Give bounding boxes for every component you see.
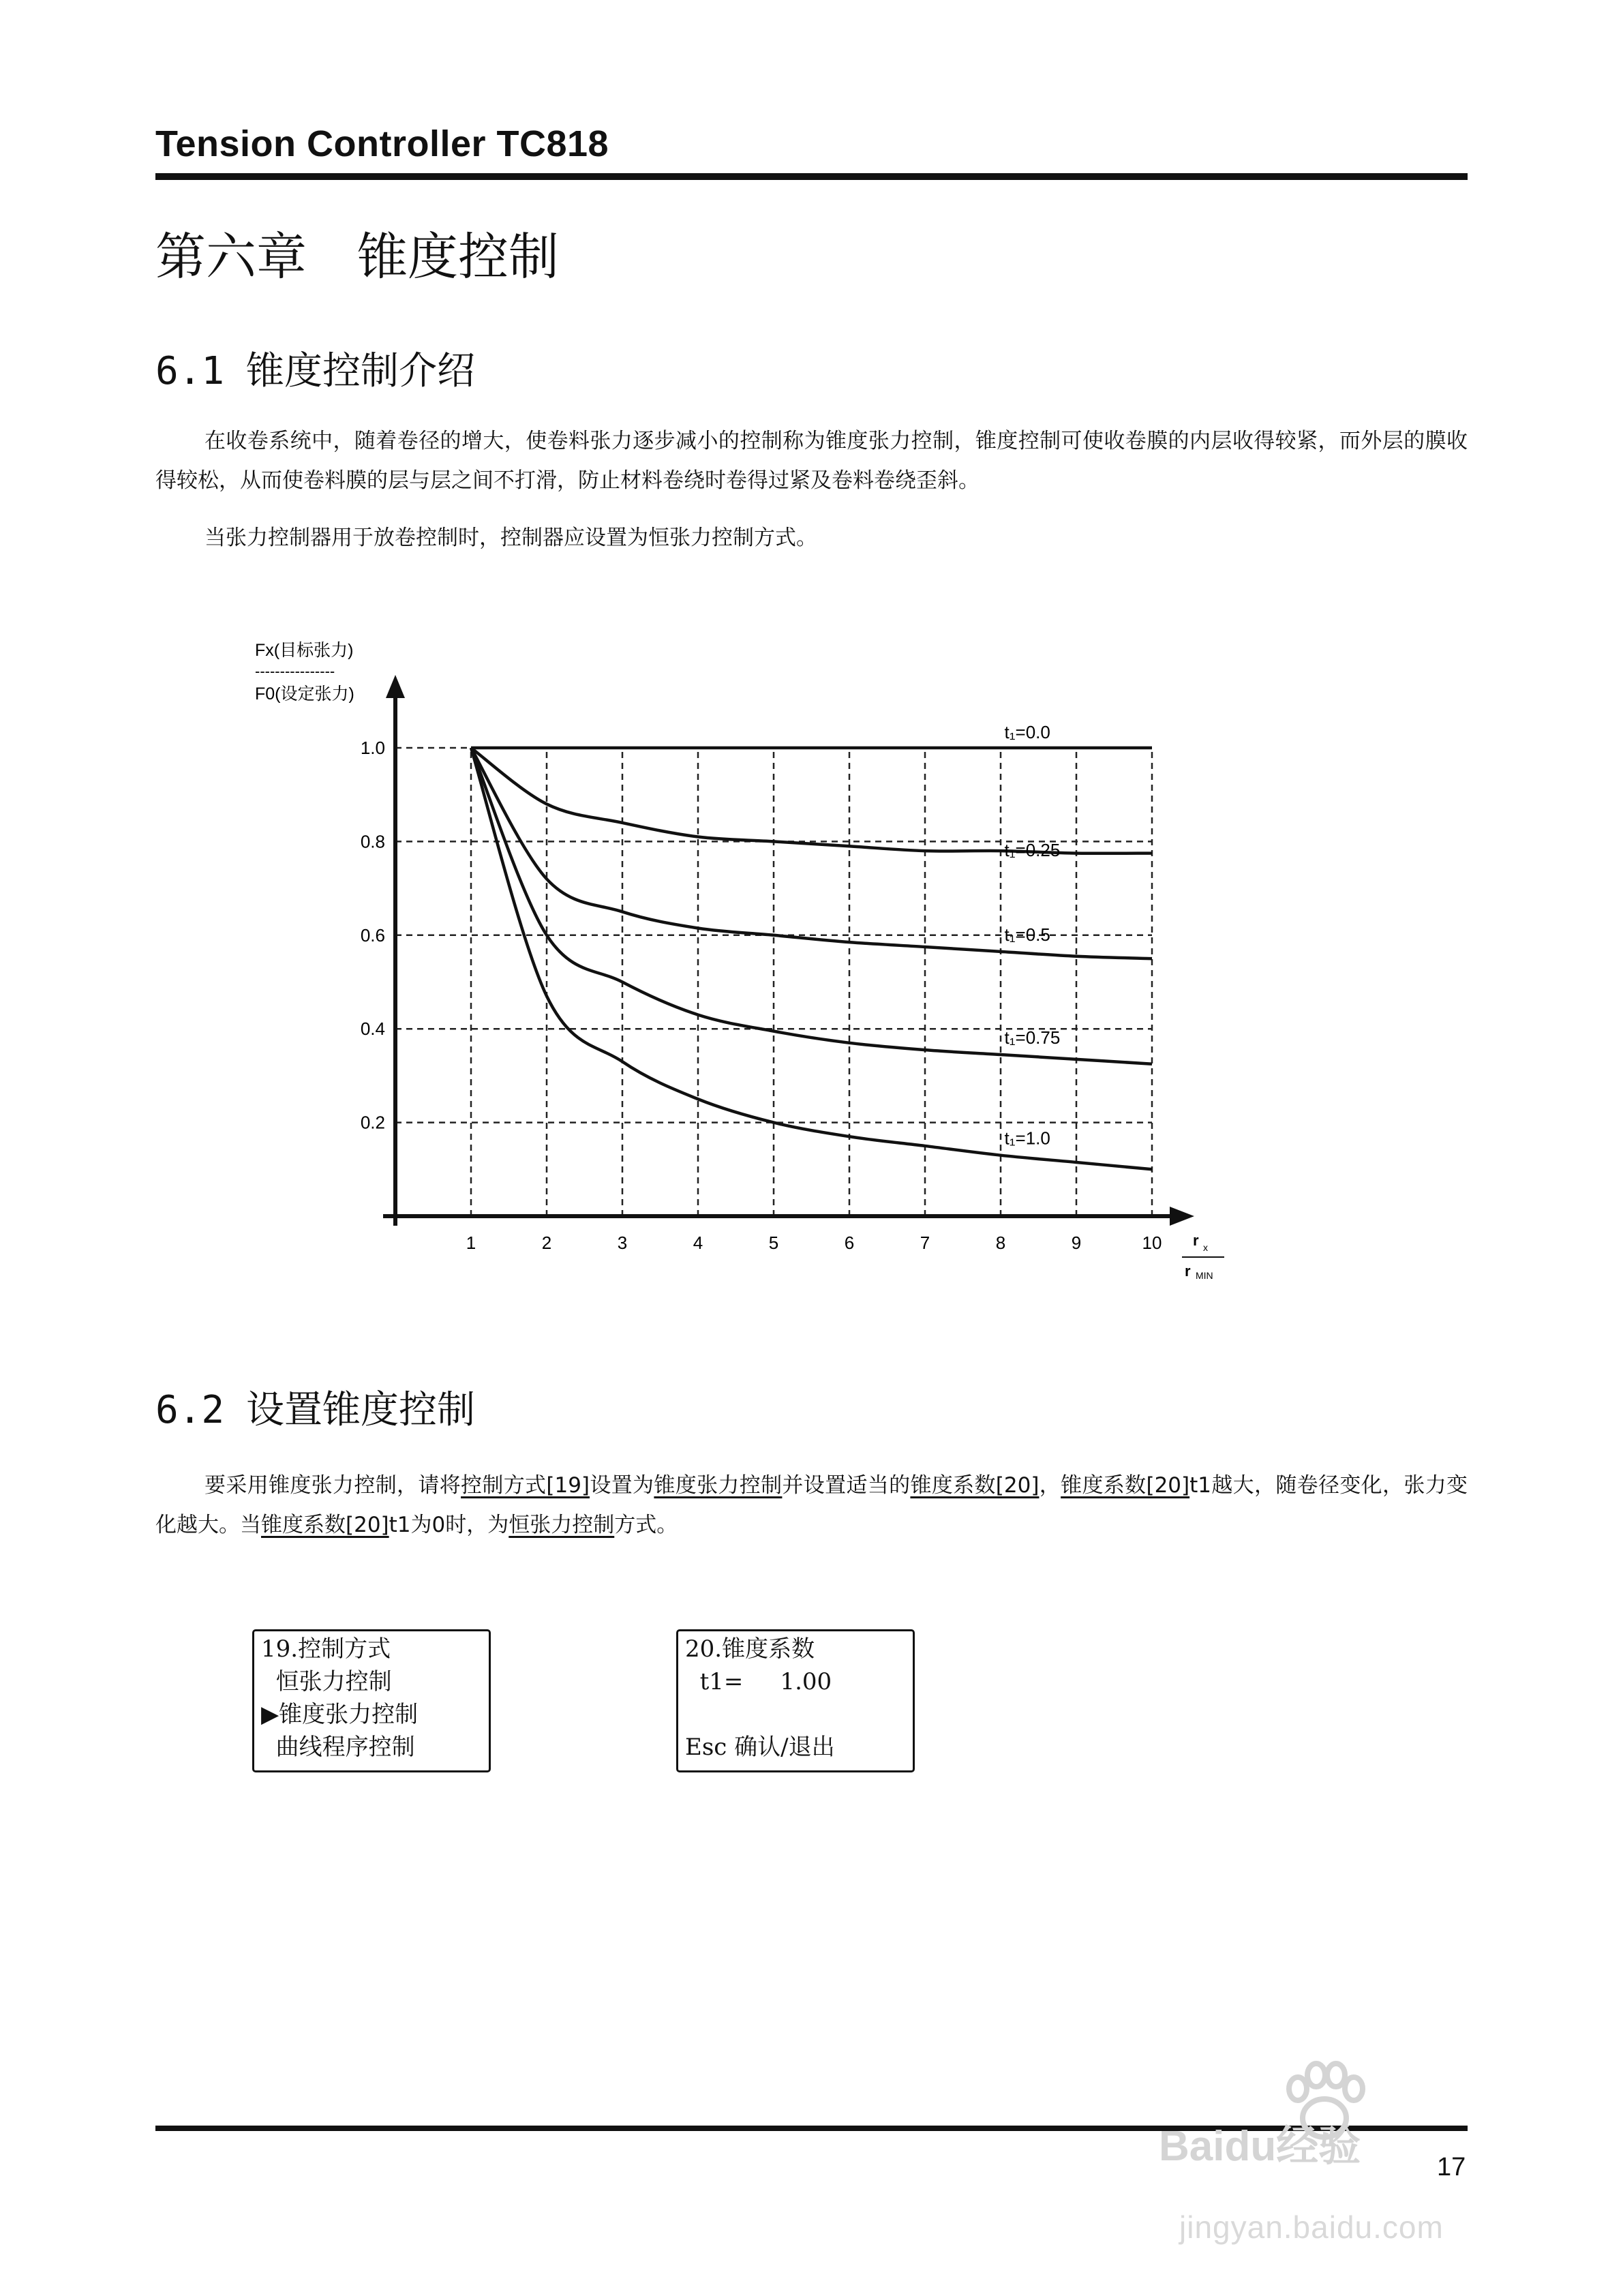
x-axis-label-top-sub: x [1203,1242,1208,1253]
lcd-taper-coefficient-title: 20.锥度系数 [685,1635,815,1663]
parameter-reference: 恒张力控制 [509,1513,615,1537]
x-tick-label: 10 [1142,1233,1162,1253]
lcd-blank-line [685,1698,906,1731]
header-rule [155,173,1468,180]
y-tick-label: 0.2 [360,1112,385,1133]
x-tick-label: 2 [541,1233,552,1253]
section-1-heading [155,341,475,395]
lcd-option-curve-program: 曲线程序控制 [261,1734,415,1761]
paragraph-text: 要采用锥度张力控制，请将 [204,1473,461,1498]
section-1-paragraph-1: 在收卷系统中，随着卷径的增大，使卷料张力逐步减小的控制称为锥度张力控制，锥度控制可使收卷膜的内层收得较紧，而外层的膜收得较松，从而使卷料膜的层与层之间不打滑，防止材料卷绕时卷得过紧及卷料卷绕歪斜。 [155,429,1468,493]
x-axis-label-bottom-sub: MIN [1196,1270,1213,1281]
y-tick-label: 0.6 [360,924,385,946]
document-header-title: Tension Controller TC818 [155,123,609,164]
x-tick-label: 4 [693,1233,703,1253]
baidu-watermark-logo: Baidu经验 [1159,2123,1361,2170]
paragraph-text: t1越大，随卷径变化，张力变化越大。当 [155,1473,1468,1537]
section-2-number: 6.2 [155,1388,225,1432]
x-tick-labels [466,1233,1162,1253]
parameter-reference: 控制方式[19] [461,1473,590,1498]
section-2-title: 设置锥度控制 [245,1388,475,1432]
series-label: t₁=0.0 [1004,722,1050,742]
x-tick-label: 1 [466,1233,476,1253]
x-axis-arrow [1170,1207,1194,1226]
x-tick-label: 7 [920,1233,930,1253]
series-label: t₁=1.0 [1004,1128,1050,1149]
section-1-title: 锥度控制介绍 [245,349,475,393]
y-axis-label-bottom: F0(设定张力) [255,684,354,704]
parameter-reference: 锥度系数[20] [910,1473,1040,1498]
x-tick-label: 8 [995,1233,1006,1253]
series-line-3 [471,748,1152,1064]
series-line-4 [471,748,1152,1169]
y-tick-label: 1.0 [360,738,385,758]
paragraph-text: 设置为 [590,1473,654,1498]
paragraph-text: 并设置适当的 [782,1473,911,1498]
chart-series [471,748,1152,1169]
x-tick-label: 5 [768,1233,779,1253]
parameter-reference: 锥度系数[20] [261,1513,389,1537]
page-number: 17 [1437,2153,1466,2181]
chapter-title: 第六章 锥度控制 [155,228,559,286]
lcd-control-mode-title: 19.控制方式 [261,1635,391,1663]
lcd-esc-confirm-exit: Esc 确认/退出 [685,1734,835,1761]
x-tick-label: 3 [617,1233,628,1253]
parameter-reference: 锥度系数[20] [1061,1473,1190,1498]
paragraph-text: ， [1039,1473,1061,1498]
x-tick-label: 9 [1071,1233,1082,1253]
x-axis-label-top: r [1193,1232,1199,1249]
paw-print-icon [1273,2053,1376,2156]
series-label: t₁=0.5 [1004,924,1050,945]
section-2-paragraph [155,1466,1468,1545]
lcd-t1-value: t1= 1.00 [685,1668,832,1695]
lcd-control-mode-screen [252,1629,491,1772]
paragraph-text: t1为0时，为 [389,1513,509,1537]
series-label: t₁=0.75 [1004,1027,1061,1048]
lcd-option-taper-tension-selected: ▶锥度张力控制 [261,1701,419,1728]
series-label: t₁=0.25 [1004,839,1061,860]
lcd-option-constant-tension: 恒张力控制 [261,1668,392,1695]
parameter-reference: 锥度张力控制 [654,1473,783,1498]
x-axis-label-bottom: r [1185,1263,1191,1280]
y-tick-label: 0.4 [360,1018,385,1040]
y-axis-arrow [386,675,405,698]
paragraph-text: 方式。 [614,1513,678,1537]
y-axis-label-divider: ---------------- [255,663,335,680]
section-2-heading [155,1380,475,1434]
y-axis-label-top: Fx(目标张力) [255,641,354,660]
lcd-taper-coefficient-screen [676,1629,915,1772]
y-tick-labels [361,738,385,1133]
taper-tension-chart [232,627,1254,1282]
y-tick-label: 0.8 [360,831,385,852]
series-line-1 [471,748,1152,854]
section-1-paragraph-2: 当张力控制器用于放卷控制时，控制器应设置为恒张力控制方式。 [204,526,817,550]
section-1-number: 6.1 [155,349,225,393]
x-tick-label: 6 [844,1233,855,1253]
baidu-watermark-url: jingyan.baidu.com [1179,2209,1444,2245]
